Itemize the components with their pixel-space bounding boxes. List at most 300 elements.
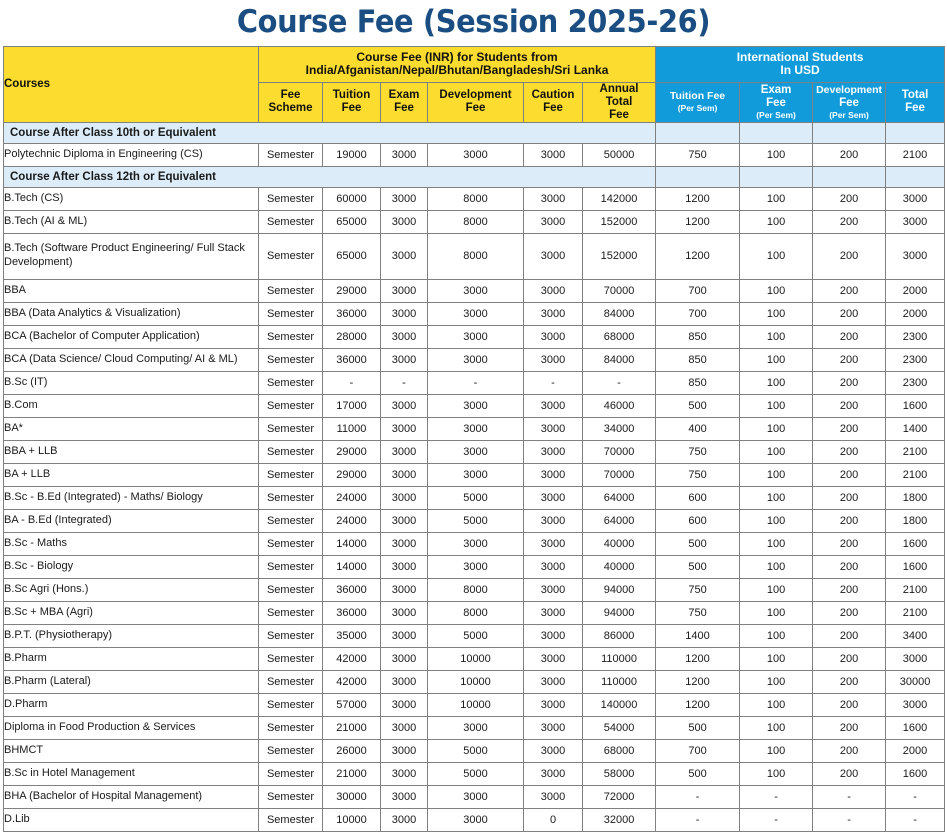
intl-total-fee-cell: 2300 [886, 371, 945, 394]
table-row [4, 440, 945, 463]
tuition-fee-cell: 24000 [323, 486, 381, 509]
caution-fee-cell: 3000 [524, 647, 583, 670]
course-name-cell: B.Sc (IT) [4, 371, 259, 394]
caution-fee-cell: 0 [524, 808, 583, 831]
fee-scheme-cell: Semester [259, 808, 323, 831]
intl-exam-fee-cell: 100 [740, 463, 813, 486]
annual-total-fee-cell: 34000 [583, 417, 656, 440]
intl-total-fee-cell: 2000 [886, 302, 945, 325]
development-fee-cell: 5000 [428, 624, 524, 647]
intl-total-fee-cell: 3400 [886, 624, 945, 647]
tuition-fee-cell: 17000 [323, 394, 381, 417]
fee-scheme-cell: Semester [259, 785, 323, 808]
intl-development-fee-cell: 200 [813, 716, 886, 739]
exam-fee-cell: 3000 [381, 417, 428, 440]
table-row [4, 371, 945, 394]
annual-total-fee-cell: 110000 [583, 670, 656, 693]
fee-scheme-cell: Semester [259, 371, 323, 394]
intl-total-fee-cell: 3000 [886, 233, 945, 279]
intl-exam-fee-cell: 100 [740, 670, 813, 693]
intl-total-fee-cell: 2100 [886, 440, 945, 463]
annual-total-fee-cell: 94000 [583, 601, 656, 624]
intl-exam-fee-cell: 100 [740, 325, 813, 348]
fee-scheme-cell: Semester [259, 670, 323, 693]
course-name-cell: BBA [4, 279, 259, 302]
intl-development-fee-cell: 200 [813, 143, 886, 166]
intl-tuition-fee-cell: 600 [656, 509, 740, 532]
intl-development-fee-cell: 200 [813, 371, 886, 394]
intl-tuition-fee-cell: 750 [656, 463, 740, 486]
header-intl-total-fee [886, 82, 945, 122]
header-development-fee-line2: Fee [465, 102, 486, 115]
tuition-fee-cell: 28000 [323, 325, 381, 348]
intl-exam-fee-cell: 100 [740, 440, 813, 463]
tuition-fee-cell: 35000 [323, 624, 381, 647]
course-name-cell: Diploma in Food Production & Services [4, 716, 259, 739]
intl-development-fee-cell: - [813, 785, 886, 808]
intl-tuition-fee-cell: 750 [656, 440, 740, 463]
course-name-cell: B.Pharm [4, 647, 259, 670]
intl-development-fee-cell: 200 [813, 739, 886, 762]
table-row [4, 647, 945, 670]
section-header-blank-cell [740, 166, 813, 187]
intl-total-fee-cell: 2000 [886, 739, 945, 762]
exam-fee-cell: 3000 [381, 348, 428, 371]
fee-scheme-cell: Semester [259, 417, 323, 440]
header-intl-tuition-fee [656, 82, 740, 122]
intl-tuition-fee-cell: 600 [656, 486, 740, 509]
exam-fee-cell: 3000 [381, 532, 428, 555]
intl-development-fee-cell: 200 [813, 394, 886, 417]
fee-scheme-cell: Semester [259, 463, 323, 486]
fee-table-container [0, 46, 947, 832]
intl-exam-fee-cell: 100 [740, 187, 813, 210]
section-header-label: Course After Class 12th or Equivalent [4, 166, 656, 187]
caution-fee-cell: 3000 [524, 233, 583, 279]
header-caution-fee [524, 82, 583, 122]
fee-scheme-cell: Semester [259, 509, 323, 532]
development-fee-cell: 3000 [428, 348, 524, 371]
annual-total-fee-cell: 70000 [583, 463, 656, 486]
caution-fee-cell: 3000 [524, 578, 583, 601]
tuition-fee-cell: 65000 [323, 210, 381, 233]
table-row [4, 417, 945, 440]
exam-fee-cell: 3000 [381, 394, 428, 417]
intl-exam-fee-cell: 100 [740, 532, 813, 555]
intl-total-fee-cell: 2100 [886, 143, 945, 166]
exam-fee-cell: 3000 [381, 647, 428, 670]
caution-fee-cell: 3000 [524, 532, 583, 555]
intl-total-fee-cell: 2100 [886, 463, 945, 486]
table-row [4, 670, 945, 693]
annual-total-fee-cell: 40000 [583, 555, 656, 578]
fee-scheme-cell: Semester [259, 486, 323, 509]
course-fee-table [3, 46, 945, 832]
development-fee-cell: 5000 [428, 762, 524, 785]
caution-fee-cell: 3000 [524, 555, 583, 578]
header-caution-fee-line2: Fee [543, 102, 563, 115]
intl-tuition-fee-cell: 850 [656, 325, 740, 348]
exam-fee-cell: 3000 [381, 716, 428, 739]
header-intl-exam-fee-sub: (Per Sem) [756, 109, 796, 120]
table-row [4, 739, 945, 762]
intl-total-fee-cell: 2000 [886, 279, 945, 302]
tuition-fee-cell: 29000 [323, 279, 381, 302]
intl-development-fee-cell: 200 [813, 463, 886, 486]
fee-scheme-cell: Semester [259, 440, 323, 463]
course-name-cell: BCA (Data Science/ Cloud Computing/ AI & ML) [4, 348, 259, 371]
development-fee-cell: 3000 [428, 532, 524, 555]
annual-total-fee-cell: 40000 [583, 532, 656, 555]
section-header-blank-cell [886, 166, 945, 187]
intl-tuition-fee-cell: - [656, 785, 740, 808]
intl-total-fee-cell: 1600 [886, 394, 945, 417]
intl-exam-fee-cell: 100 [740, 624, 813, 647]
table-header [4, 47, 945, 123]
intl-total-fee-cell: 1600 [886, 716, 945, 739]
table-row [4, 555, 945, 578]
intl-development-fee-cell: 200 [813, 601, 886, 624]
intl-exam-fee-cell: 100 [740, 716, 813, 739]
caution-fee-cell: 3000 [524, 325, 583, 348]
section-header-blank-cell [813, 166, 886, 187]
development-fee-cell: 5000 [428, 739, 524, 762]
intl-total-fee-cell: 1400 [886, 417, 945, 440]
fee-scheme-cell: Semester [259, 601, 323, 624]
course-name-cell: B.Sc - Biology [4, 555, 259, 578]
annual-total-fee-cell: 152000 [583, 210, 656, 233]
header-group-intl-line1: International Students [736, 50, 864, 64]
table-row [4, 325, 945, 348]
table-row [4, 509, 945, 532]
development-fee-cell: 10000 [428, 670, 524, 693]
annual-total-fee-cell: 68000 [583, 325, 656, 348]
intl-development-fee-cell: 200 [813, 693, 886, 716]
header-intl-tuition-fee-sub: (Per Sem) [677, 103, 718, 114]
course-name-cell: D.Pharm [4, 693, 259, 716]
intl-exam-fee-cell: 100 [740, 509, 813, 532]
header-annual-total-fee-line1: Annual [599, 82, 639, 95]
annual-total-fee-cell: 94000 [583, 578, 656, 601]
annual-total-fee-cell: 72000 [583, 785, 656, 808]
intl-tuition-fee-cell: 1200 [656, 693, 740, 716]
intl-tuition-fee-cell: 500 [656, 555, 740, 578]
course-name-cell: BA + LLB [4, 463, 259, 486]
course-name-cell: B.Com [4, 394, 259, 417]
table-row [4, 716, 945, 739]
course-name-cell: BA - B.Ed (Integrated) [4, 509, 259, 532]
header-development-fee-line1: Development [439, 89, 512, 102]
intl-tuition-fee-cell: 500 [656, 762, 740, 785]
caution-fee-cell: 3000 [524, 486, 583, 509]
course-name-cell: B.P.T. (Physiotherapy) [4, 624, 259, 647]
tuition-fee-cell: 29000 [323, 463, 381, 486]
table-row [4, 486, 945, 509]
intl-total-fee-cell: 3000 [886, 187, 945, 210]
fee-scheme-cell: Semester [259, 279, 323, 302]
page-title: Course Fee (Session 2025-26) [236, 4, 711, 40]
fee-scheme-cell: Semester [259, 739, 323, 762]
intl-exam-fee-cell: 100 [740, 394, 813, 417]
caution-fee-cell: 3000 [524, 143, 583, 166]
course-name-cell: B.Tech (AI & ML) [4, 210, 259, 233]
tuition-fee-cell: 26000 [323, 739, 381, 762]
intl-exam-fee-cell: - [740, 808, 813, 831]
tuition-fee-cell: 36000 [323, 601, 381, 624]
intl-tuition-fee-cell: 750 [656, 143, 740, 166]
intl-exam-fee-cell: - [740, 785, 813, 808]
fee-scheme-cell: Semester [259, 555, 323, 578]
caution-fee-cell: 3000 [524, 417, 583, 440]
header-group-international [656, 47, 945, 83]
caution-fee-cell: 3000 [524, 302, 583, 325]
header-intl-total-fee-line2: Fee [905, 102, 925, 115]
exam-fee-cell: 3000 [381, 670, 428, 693]
development-fee-cell: 3000 [428, 325, 524, 348]
intl-development-fee-cell: 200 [813, 578, 886, 601]
intl-development-fee-cell: 200 [813, 670, 886, 693]
exam-fee-cell: 3000 [381, 486, 428, 509]
tuition-fee-cell: 21000 [323, 762, 381, 785]
intl-development-fee-cell: 200 [813, 555, 886, 578]
section-header-blank-cell [656, 166, 740, 187]
development-fee-cell: 8000 [428, 210, 524, 233]
table-row [4, 279, 945, 302]
section-header-row [4, 166, 945, 187]
fee-scheme-cell: Semester [259, 624, 323, 647]
fee-scheme-cell: Semester [259, 532, 323, 555]
intl-tuition-fee-cell: 1200 [656, 187, 740, 210]
intl-development-fee-cell: - [813, 808, 886, 831]
course-name-cell: B.Sc - Maths [4, 532, 259, 555]
header-intl-tuition-fee-line1: Tuition Fee [669, 90, 726, 103]
intl-total-fee-cell: 2300 [886, 325, 945, 348]
header-annual-total-fee-line2: Total [605, 95, 633, 108]
section-header-row [4, 122, 945, 143]
tuition-fee-cell: 14000 [323, 555, 381, 578]
tuition-fee-cell: 42000 [323, 670, 381, 693]
annual-total-fee-cell: 64000 [583, 486, 656, 509]
tuition-fee-cell: 36000 [323, 348, 381, 371]
caution-fee-cell: 3000 [524, 716, 583, 739]
table-row [4, 532, 945, 555]
intl-development-fee-cell: 200 [813, 647, 886, 670]
fee-scheme-cell: Semester [259, 325, 323, 348]
development-fee-cell: - [428, 371, 524, 394]
intl-development-fee-cell: 200 [813, 417, 886, 440]
course-name-cell: BBA (Data Analytics & Visualization) [4, 302, 259, 325]
intl-total-fee-cell: 2100 [886, 578, 945, 601]
intl-total-fee-cell: - [886, 808, 945, 831]
development-fee-cell: 8000 [428, 601, 524, 624]
development-fee-cell: 5000 [428, 486, 524, 509]
annual-total-fee-cell: 58000 [583, 762, 656, 785]
caution-fee-cell: 3000 [524, 210, 583, 233]
table-row [4, 693, 945, 716]
intl-total-fee-cell: 2100 [886, 601, 945, 624]
table-row [4, 302, 945, 325]
fee-scheme-cell: Semester [259, 233, 323, 279]
table-row [4, 143, 945, 166]
fee-scheme-cell: Semester [259, 762, 323, 785]
header-group-intl-line2: In USD [780, 63, 820, 78]
section-header-blank-cell [740, 122, 813, 143]
intl-tuition-fee-cell: 700 [656, 739, 740, 762]
course-name-cell: B.Sc in Hotel Management [4, 762, 259, 785]
table-row [4, 578, 945, 601]
intl-exam-fee-cell: 100 [740, 601, 813, 624]
course-name-cell: BBA + LLB [4, 440, 259, 463]
annual-total-fee-cell: 32000 [583, 808, 656, 831]
development-fee-cell: 3000 [428, 785, 524, 808]
tuition-fee-cell: 10000 [323, 808, 381, 831]
intl-development-fee-cell: 200 [813, 532, 886, 555]
intl-total-fee-cell: 2300 [886, 348, 945, 371]
exam-fee-cell: 3000 [381, 808, 428, 831]
fee-scheme-cell: Semester [259, 210, 323, 233]
header-fee-scheme [259, 82, 323, 122]
course-name-cell: BCA (Bachelor of Computer Application) [4, 325, 259, 348]
intl-exam-fee-cell: 100 [740, 233, 813, 279]
header-intl-development-fee-line1: Development [816, 84, 882, 96]
header-exam-fee-line1: Exam [388, 89, 420, 102]
course-name-cell: B.Pharm (Lateral) [4, 670, 259, 693]
course-name-cell: B.Tech (CS) [4, 187, 259, 210]
caution-fee-cell: 3000 [524, 187, 583, 210]
development-fee-cell: 3000 [428, 302, 524, 325]
course-name-cell: Polytechnic Diploma in Engineering (CS) [4, 143, 259, 166]
course-name-cell: D.Lib [4, 808, 259, 831]
course-name-cell: BHMCT [4, 739, 259, 762]
intl-total-fee-cell: 3000 [886, 647, 945, 670]
exam-fee-cell: 3000 [381, 325, 428, 348]
intl-exam-fee-cell: 100 [740, 348, 813, 371]
intl-development-fee-cell: 200 [813, 210, 886, 233]
annual-total-fee-cell: 110000 [583, 647, 656, 670]
tuition-fee-cell: 29000 [323, 440, 381, 463]
caution-fee-cell: 3000 [524, 785, 583, 808]
annual-total-fee-cell: 50000 [583, 143, 656, 166]
tuition-fee-cell: 11000 [323, 417, 381, 440]
intl-tuition-fee-cell: 400 [656, 417, 740, 440]
table-row [4, 762, 945, 785]
exam-fee-cell: - [381, 371, 428, 394]
caution-fee-cell: 3000 [524, 348, 583, 371]
development-fee-cell: 8000 [428, 233, 524, 279]
intl-exam-fee-cell: 100 [740, 578, 813, 601]
exam-fee-cell: 3000 [381, 509, 428, 532]
intl-total-fee-cell: 1600 [886, 762, 945, 785]
caution-fee-cell: 3000 [524, 440, 583, 463]
annual-total-fee-cell: 152000 [583, 233, 656, 279]
intl-development-fee-cell: 200 [813, 233, 886, 279]
exam-fee-cell: 3000 [381, 739, 428, 762]
intl-tuition-fee-cell: 750 [656, 578, 740, 601]
development-fee-cell: 8000 [428, 578, 524, 601]
tuition-fee-cell: 57000 [323, 693, 381, 716]
annual-total-fee-cell: 84000 [583, 302, 656, 325]
intl-development-fee-cell: 200 [813, 348, 886, 371]
intl-total-fee-cell: 30000 [886, 670, 945, 693]
intl-exam-fee-cell: 100 [740, 279, 813, 302]
intl-exam-fee-cell: 100 [740, 417, 813, 440]
table-row [4, 785, 945, 808]
development-fee-cell: 3000 [428, 716, 524, 739]
exam-fee-cell: 3000 [381, 233, 428, 279]
caution-fee-cell: 3000 [524, 670, 583, 693]
exam-fee-cell: 3000 [381, 693, 428, 716]
intl-tuition-fee-cell: 1400 [656, 624, 740, 647]
exam-fee-cell: 3000 [381, 279, 428, 302]
development-fee-cell: 3000 [428, 279, 524, 302]
tuition-fee-cell: 60000 [323, 187, 381, 210]
annual-total-fee-cell: 142000 [583, 187, 656, 210]
intl-total-fee-cell: 1600 [886, 532, 945, 555]
development-fee-cell: 8000 [428, 187, 524, 210]
intl-tuition-fee-cell: 1200 [656, 670, 740, 693]
header-caution-fee-line1: Caution [531, 89, 575, 102]
course-name-cell: B.Sc + MBA (Agri) [4, 601, 259, 624]
development-fee-cell: 5000 [428, 509, 524, 532]
intl-development-fee-cell: 200 [813, 486, 886, 509]
course-name-cell: B.Sc Agri (Hons.) [4, 578, 259, 601]
exam-fee-cell: 3000 [381, 463, 428, 486]
header-intl-exam-fee-line2: Fee [766, 96, 786, 109]
intl-development-fee-cell: 200 [813, 624, 886, 647]
header-intl-exam-fee-line1: Exam [760, 84, 792, 96]
development-fee-cell: 3000 [428, 463, 524, 486]
tuition-fee-cell: 21000 [323, 716, 381, 739]
intl-exam-fee-cell: 100 [740, 555, 813, 578]
intl-development-fee-cell: 200 [813, 762, 886, 785]
fee-scheme-cell: Semester [259, 716, 323, 739]
header-tuition-fee [323, 82, 381, 122]
exam-fee-cell: 3000 [381, 601, 428, 624]
exam-fee-cell: 3000 [381, 785, 428, 808]
annual-total-fee-cell: 70000 [583, 279, 656, 302]
caution-fee-cell: 3000 [524, 624, 583, 647]
tuition-fee-cell: - [323, 371, 381, 394]
fee-scheme-cell: Semester [259, 693, 323, 716]
annual-total-fee-cell: 64000 [583, 509, 656, 532]
header-group-inr-line2: India/Afganistan/Nepal/Bhutan/Bangladesh/Sri Lanka [305, 63, 609, 78]
header-group-inr-line1: Course Fee (INR) for Students from [356, 50, 558, 64]
table-row [4, 394, 945, 417]
header-development-fee [428, 82, 524, 122]
intl-development-fee-cell: 200 [813, 187, 886, 210]
intl-total-fee-cell: 1600 [886, 555, 945, 578]
exam-fee-cell: 3000 [381, 762, 428, 785]
intl-tuition-fee-cell: - [656, 808, 740, 831]
annual-total-fee-cell: 68000 [583, 739, 656, 762]
table-body [4, 122, 945, 831]
annual-total-fee-cell: 140000 [583, 693, 656, 716]
intl-total-fee-cell: 1800 [886, 486, 945, 509]
annual-total-fee-cell: - [583, 371, 656, 394]
tuition-fee-cell: 36000 [323, 578, 381, 601]
intl-tuition-fee-cell: 850 [656, 371, 740, 394]
intl-exam-fee-cell: 100 [740, 302, 813, 325]
header-intl-development-fee-line2: Fee [839, 96, 859, 109]
caution-fee-cell: 3000 [524, 394, 583, 417]
header-group-row [4, 47, 945, 83]
header-courses: Courses [4, 47, 259, 123]
intl-development-fee-cell: 200 [813, 325, 886, 348]
intl-exam-fee-cell: 100 [740, 762, 813, 785]
course-name-cell: B.Tech (Software Product Engineering/ Full Stack Development) [4, 233, 259, 279]
caution-fee-cell: 3000 [524, 762, 583, 785]
exam-fee-cell: 3000 [381, 555, 428, 578]
